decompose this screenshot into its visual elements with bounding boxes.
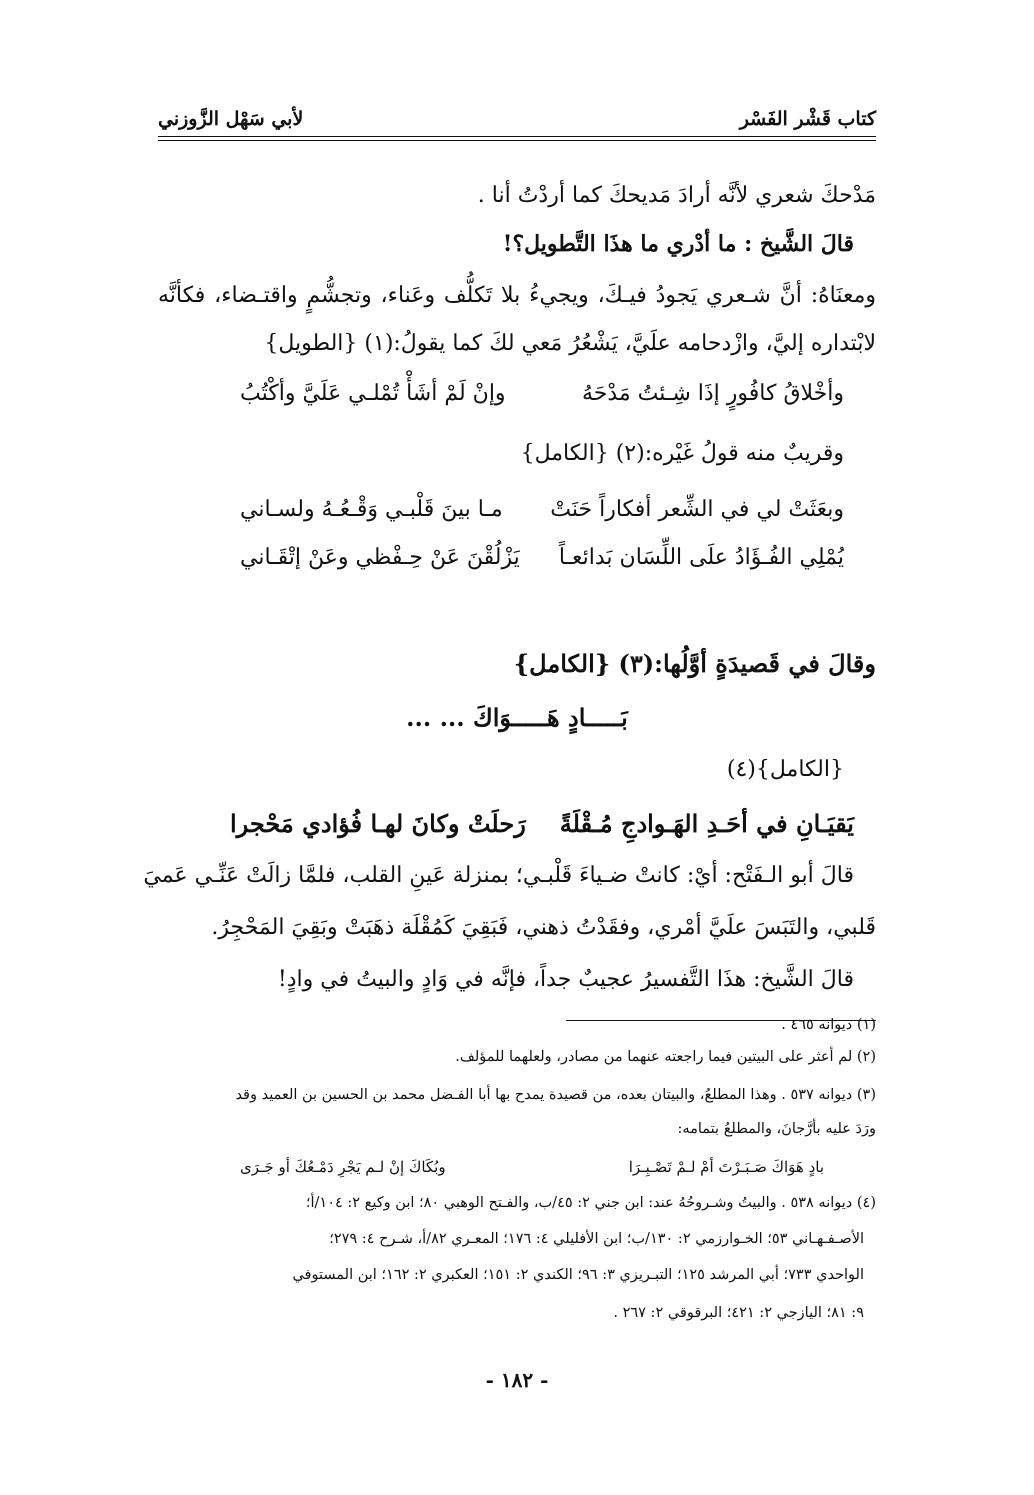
footnote-4-line-1: (٤) ديوانه ٥٣٨ . والبيتُ وشـروحُهُ عند: ابن جني ٢: ٤٥/ب، والفـتح الوهبي ٨٠؛ ابن وكيع ٢: ١٠٤/أ؛	[305, 1195, 876, 1211]
text-line-3: ومعنَاهُ: أنَّ شـعري يَجودُ فيـكَ، ويجيءُ بلا تَكلُّف وعَناء، وتجشُّمٍ واقتـضاء، فكأنَّه	[158, 283, 876, 308]
text-line-1: مَدْحكَ شعري لأنَّه أرادَ مَديحكَ كما أردْتُ أنا .	[477, 183, 876, 208]
footnote-4-line-3: الواحدي ٧٣٣؛ أبي المرشد ١٢٥؛ التبـريزي ٣: ٩٦؛ الكندي ٢: ١٥١؛ العكبري ٢: ١٦٢؛ ابن المستوفي	[292, 1267, 864, 1283]
poem-verse-hemistich-b: رَحلَتْ وكانَ لهـا فُؤادي مَحْجرا	[230, 809, 526, 838]
running-header	[158, 90, 876, 130]
verse-3-hemistich-b: يَزْلُقْنَ عَنْ حِـفْظي وعَنْ إتْقَـاني	[240, 545, 520, 570]
commentary-line-3: قالَ الشَّيخ: هذَا التَّفسيرُ عجيبٌ جداً، فإنَّه في وَادٍ والبيتُ في وادٍ!	[277, 967, 854, 992]
footnote-3-line-1: (٣) ديوانه ٥٣٧ . وهذا المطلعُ، والبيتان بعده، من قصيدة يمدح بها أبا الفـضل محمد بن الحسين بن العميد وقد	[235, 1087, 876, 1103]
header-author: لأبي سَهْل الزَّوزني	[158, 108, 304, 130]
verse-2-hemistich-b: مـا بينَ قَلْبـي وَقْـعُـهُ ولسـاني	[240, 497, 503, 522]
verse-3-hemistich-a: يُمْلِي الفُـؤَادُ علَى اللِّسَان بَدائعـاً	[558, 545, 844, 570]
commentary-line-2: قَلبي، والتَبَسَ علَيَّ أمْري، وفقَدْتُ ذهني، فَبَقِيَ كَمُقْلَة ذهَبَتْ وبَقِيَ المَحْجِرُ.	[211, 915, 876, 940]
footnote-verse-hemistich-a: بادٍ هَوَاكَ صَـبَـرْتَ أمْ لـمْ تَصْـبِـرَا	[628, 1158, 824, 1176]
footnote-3-line-2: ورَدَ عليه بأرَّجانَ، والمطلعُ بتمامه:	[677, 1121, 876, 1137]
verse-3	[240, 538, 844, 578]
page-number: - ١٨٢ -	[485, 1368, 549, 1392]
commentary-line-1: قالَ أبو الـفَتْح: أيْ: كانتْ ضـياءَ قَلْبـي؛ بمنزلة عَينِ القلب، فلمَّا زالَتْ عَنِّـي عَميَ	[143, 863, 854, 888]
footnote-verse	[240, 1154, 824, 1180]
text-line-4: لابْتداره إليَّ، وازْدحامه علَيَّ، يَشْعُرُ مَعي لكَ كما يقولُ:(١) {الطويل}	[264, 331, 876, 356]
header-book-title: كتاب قَشْر الفَسْر	[739, 108, 876, 130]
text-line-2: قالَ الشَّيخ : ما أدْري ما هذَا التَّطويل؟!	[502, 231, 854, 257]
footnote-verse-hemistich-b: وبُكَاكَ إنْ لـم يَجْرِ دَمْـعُكَ أو جَـرَى	[240, 1158, 446, 1176]
verse-1-hemistich-a: وأخْلاقُ كافُورٍ إذَا شِـئتُ مَدْحَهُ	[581, 381, 844, 406]
verse-2-hemistich-a: وبعَثَتْ لي في الشِّعر أفكاراً حَنَتْ	[550, 497, 844, 522]
verse-1	[240, 374, 844, 414]
footnote-1: (١) ديوانه ٤٦٥ .	[781, 1017, 876, 1033]
verse-1-hemistich-b: وإنْ لَمْ أشَأْ تُمْلـي عَلَيَّ وأكْتُبُ	[240, 381, 506, 406]
poem-meter: {الكامل}(٤)	[726, 757, 844, 782]
header-rule	[158, 136, 876, 141]
poem-opening: بَـــــادٍ هَـــــوَاكَ ... ...	[406, 703, 628, 732]
footnote-2: (٢) لم أعثر على البيتين فيما راجعته عنهما من مصادر، ولعلهما للمؤلف.	[455, 1049, 876, 1065]
poem-verse-hemistich-a: يَقيَـانِ في أحَـدِ الهَـوادجِ مُـقْلَةً	[559, 809, 854, 838]
verse-2	[240, 490, 844, 530]
poem-verse	[230, 804, 854, 844]
footnote-4-line-4: ٩: ٨١؛ اليازجي ٢: ٤٢١؛ البرقوقي ٢: ٢٦٧ .	[613, 1305, 864, 1321]
verse-2-intro: وقريبٌ منه قولُ غَيْره:(٢) {الكامل}	[520, 441, 844, 466]
poem-intro: وقالَ في قَصيدَةٍ أوَّلُها:(٣) {الكامل}	[513, 649, 876, 678]
footnote-4-line-2: الأصـفـهـاني ٥٣؛ الخـوارزمي ٢: ١٣٠/ب؛ ابن الأفليلي ٤: ١٧٦؛ المعـري ٨٢/أ، شـرح ٤: ٢٧٩؛	[329, 1231, 864, 1247]
